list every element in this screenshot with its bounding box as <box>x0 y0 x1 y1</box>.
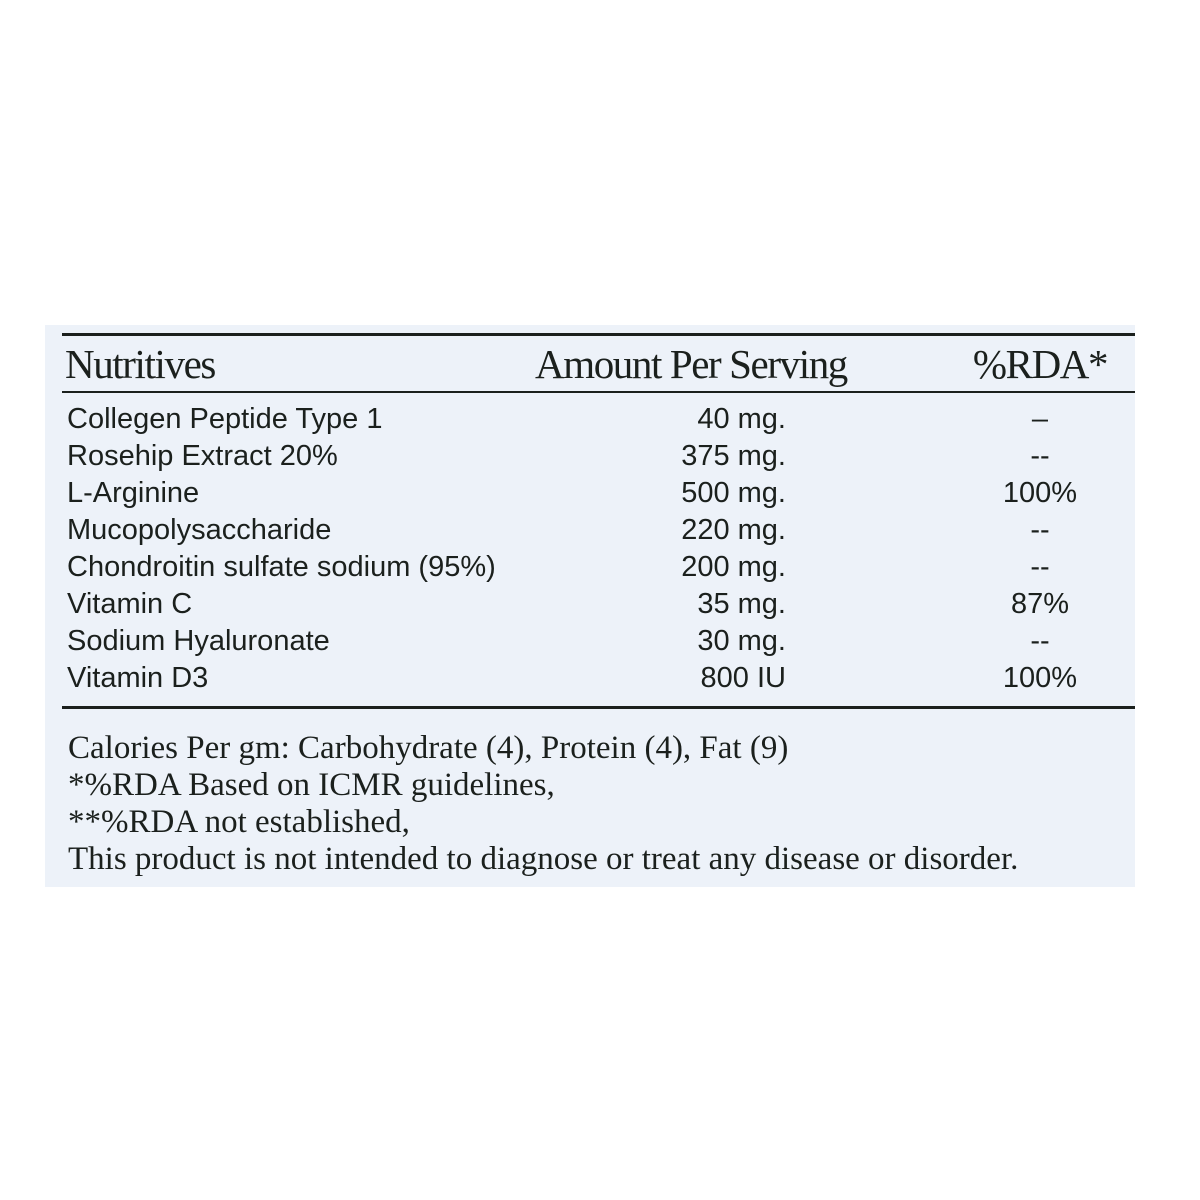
nutrient-rda: 100% <box>1002 662 1078 694</box>
nutrient-name: Mucopolysaccharide <box>67 514 332 546</box>
table-row <box>62 475 1135 512</box>
bottom-divider <box>62 706 1135 709</box>
footnote-rda-not-established: **%RDA not established, <box>68 804 410 840</box>
nutrient-amount: 30 mg. <box>697 625 786 657</box>
header-divider <box>62 391 1135 393</box>
nutrient-name: Rosehip Extract 20% <box>67 440 338 472</box>
nutrient-rda: 100% <box>1002 477 1078 509</box>
table-row <box>62 623 1135 660</box>
nutrient-amount: 800 IU <box>700 662 786 694</box>
nutrient-name: Chondroitin sulfate sodium (95%) <box>67 551 496 583</box>
footnote-disclaimer: This product is not intended to diagnose or treat any disease or disorder. <box>68 841 1019 877</box>
column-header-nutritives: Nutritives <box>65 341 215 387</box>
footnote-rda-basis: *%RDA Based on ICMR guidelines, <box>68 767 555 803</box>
nutrient-amount: 200 mg. <box>681 551 786 583</box>
table-row <box>62 549 1135 586</box>
nutrient-name: Sodium Hyaluronate <box>67 625 330 657</box>
table-row <box>62 401 1135 438</box>
nutrient-name: Vitamin C <box>67 588 193 620</box>
nutrient-name: Collegen Peptide Type 1 <box>67 403 383 435</box>
nutrient-rda: -- <box>1030 514 1050 546</box>
column-header-rda: %RDA* <box>972 341 1108 387</box>
footnote-calories: Calories Per gm: Carbohydrate (4), Protein (4), Fat (9) <box>68 730 789 766</box>
supplement-facts-table <box>62 333 1135 877</box>
nutrient-rda: -- <box>1030 625 1050 657</box>
nutrient-name: L-Arginine <box>67 477 200 509</box>
nutrient-rda: 87% <box>1010 588 1070 620</box>
nutrient-name: Vitamin D3 <box>67 662 209 694</box>
footnotes <box>68 730 1128 878</box>
nutrient-rda: -- <box>1030 551 1050 583</box>
table-row <box>62 586 1135 623</box>
nutrient-rows <box>62 401 1135 697</box>
table-row <box>62 512 1135 549</box>
nutrient-amount: 220 mg. <box>681 514 786 546</box>
nutrient-amount: 35 mg. <box>697 588 786 620</box>
nutrient-amount: 500 mg. <box>681 477 786 509</box>
nutrient-rda: -- <box>1030 440 1050 472</box>
nutrient-rda: – <box>1031 403 1049 435</box>
table-row <box>62 660 1135 697</box>
nutrient-amount: 40 mg. <box>697 403 786 435</box>
top-divider <box>62 333 1135 336</box>
nutrient-amount: 375 mg. <box>681 440 786 472</box>
table-row <box>62 438 1135 475</box>
column-header-amount: Amount Per Serving <box>535 341 847 387</box>
